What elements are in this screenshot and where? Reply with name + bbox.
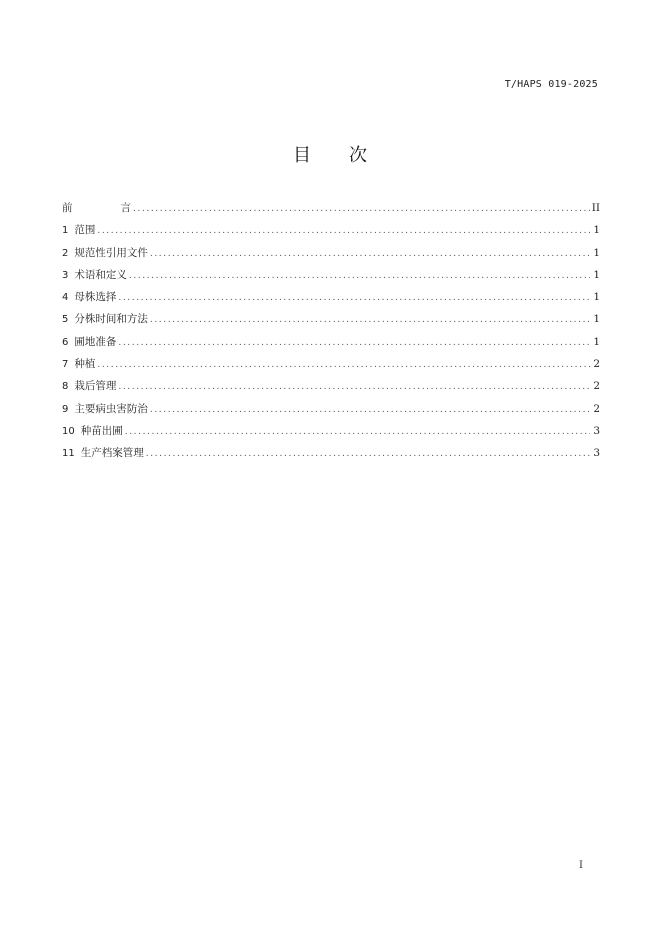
toc-entry-label bbox=[62, 311, 148, 326]
toc-entry-number: 3 bbox=[62, 269, 69, 281]
toc-entry-number: 8 bbox=[62, 381, 69, 393]
toc-title-left: 目 bbox=[293, 145, 313, 166]
toc-entry-number: 6 bbox=[62, 336, 69, 348]
toc-entry-page: 1 bbox=[593, 335, 600, 348]
toc-entry-page: 2 bbox=[593, 380, 600, 393]
toc-entry-text: 生产档案管理 bbox=[80, 447, 144, 460]
toc-entry-page: 1 bbox=[593, 224, 600, 237]
toc-entry-page: 2 bbox=[593, 358, 600, 371]
toc-entry-label bbox=[62, 378, 116, 393]
toc-entry-label bbox=[62, 245, 148, 260]
toc-entry[interactable] bbox=[62, 423, 600, 445]
toc-entry-number: 4 bbox=[62, 292, 69, 304]
toc-entry-text: 种植 bbox=[74, 358, 96, 371]
toc-entry-number: 9 bbox=[62, 403, 69, 415]
toc-entry-page: 1 bbox=[593, 246, 600, 259]
dot-leader bbox=[146, 449, 590, 459]
dot-leader bbox=[129, 271, 590, 281]
toc-entry-text: 规范性引用文件 bbox=[74, 246, 148, 259]
dot-leader bbox=[97, 360, 590, 370]
toc-entry-label bbox=[62, 445, 144, 460]
toc-entry-label bbox=[62, 356, 95, 371]
toc-entry[interactable] bbox=[62, 267, 600, 289]
dot-leader bbox=[150, 315, 590, 325]
toc-entry-page: 1 bbox=[593, 291, 600, 304]
dot-leader bbox=[97, 226, 590, 236]
dot-leader bbox=[125, 427, 590, 437]
dot-leader bbox=[150, 405, 590, 415]
toc-entry-label bbox=[62, 267, 127, 282]
toc-list bbox=[62, 200, 600, 468]
toc-entry-label bbox=[62, 200, 131, 215]
dot-leader bbox=[118, 382, 590, 392]
toc-entry-number: 7 bbox=[62, 359, 69, 371]
toc-entry-label bbox=[62, 401, 148, 416]
toc-entry-number: 10 bbox=[62, 425, 75, 437]
toc-entry[interactable] bbox=[62, 401, 600, 423]
toc-entry-number: 2 bbox=[62, 247, 69, 259]
toc-entry[interactable] bbox=[62, 245, 600, 267]
toc-entry-label bbox=[62, 334, 116, 349]
toc-entry-page: 3 bbox=[593, 447, 600, 460]
document-code: T/HAPS 019-2025 bbox=[504, 79, 598, 90]
toc-entry[interactable] bbox=[62, 289, 600, 311]
toc-entry-text: 母株选择 bbox=[74, 291, 117, 304]
toc-entry-page: 1 bbox=[593, 313, 600, 326]
toc-entry[interactable] bbox=[62, 378, 600, 400]
toc-entry-label bbox=[62, 222, 95, 237]
toc-entry-text: 圃地准备 bbox=[74, 335, 117, 348]
toc-entry[interactable] bbox=[62, 334, 600, 356]
toc-entry[interactable] bbox=[62, 445, 600, 467]
toc-entry-number: 11 bbox=[62, 448, 75, 460]
toc-entry-number: 1 bbox=[62, 225, 69, 237]
toc-entry-page: 1 bbox=[593, 268, 600, 281]
toc-entry[interactable] bbox=[62, 222, 600, 244]
dot-leader bbox=[118, 293, 590, 303]
page-number: I bbox=[579, 860, 583, 871]
toc-entry-text: 栽后管理 bbox=[74, 380, 117, 393]
toc-entry-page: 3 bbox=[593, 424, 600, 437]
toc-entry[interactable] bbox=[62, 356, 600, 378]
dot-leader bbox=[133, 204, 590, 214]
toc-entry-page: 2 bbox=[593, 402, 600, 415]
toc-entry-text: 分株时间和方法 bbox=[74, 313, 148, 326]
toc-entry-label bbox=[62, 289, 116, 304]
dot-leader bbox=[150, 249, 590, 259]
toc-entry-page: II bbox=[591, 202, 600, 214]
dot-leader bbox=[118, 338, 590, 348]
toc-entry-text: 种苗出圃 bbox=[80, 424, 123, 437]
toc-title-right: 次 bbox=[349, 145, 369, 166]
toc-entry-label-part: 前 bbox=[62, 202, 73, 214]
toc-entry-text: 主要病虫害防治 bbox=[74, 402, 148, 415]
toc-title bbox=[0, 141, 662, 167]
toc-entry-label-part: 言 bbox=[120, 202, 131, 214]
toc-entry[interactable] bbox=[62, 311, 600, 333]
toc-entry-text: 范围 bbox=[74, 224, 96, 237]
toc-entry-text: 术语和定义 bbox=[74, 268, 127, 281]
toc-entry-number: 5 bbox=[62, 314, 69, 326]
toc-entry-label bbox=[62, 423, 123, 438]
toc-entry-foreword[interactable] bbox=[62, 200, 600, 222]
